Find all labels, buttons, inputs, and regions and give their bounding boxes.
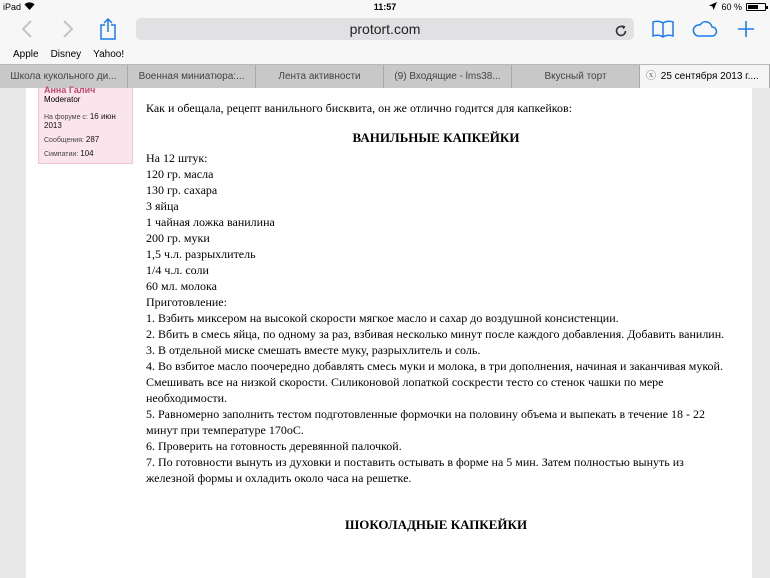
tab-doll-school[interactable]: Школа кукольного ди... bbox=[0, 65, 128, 88]
recipe-line: 1 чайная ложка ванилина bbox=[146, 215, 275, 229]
bookmark-disney[interactable]: Disney bbox=[50, 48, 82, 60]
likes-label: Симпатии: bbox=[44, 151, 79, 158]
recipe-step: 2. Вбить в смесь яйца, по одному за раз, взбивая несколько минут после каждого добавления. Добавить ванилин. bbox=[146, 327, 725, 341]
url-text: protort.com bbox=[349, 21, 421, 37]
share-icon bbox=[99, 18, 117, 40]
back-button[interactable] bbox=[14, 16, 40, 42]
recipe-line: 60 мл. молока bbox=[146, 279, 217, 293]
new-tab-button[interactable] bbox=[733, 16, 759, 42]
joined-value: 16 июн 2013 bbox=[44, 112, 116, 130]
share-button[interactable] bbox=[95, 16, 121, 42]
reload-icon bbox=[614, 24, 628, 38]
recipe-line: 3 яйца bbox=[146, 199, 179, 213]
likes-value: 104 bbox=[80, 149, 94, 158]
browser-toolbar bbox=[0, 14, 770, 44]
recipe-step: 4. Во взбитое масло поочередно добавлять смесь муки и молока, в три дополнения, начиная и заканчивая мукой. Смешивать все на низкой скорости. Силиконовой лопаткой соскрести тесто со стенок чашки по мере необходимости. bbox=[146, 359, 723, 405]
recipe-line: 120 гр. масла bbox=[146, 167, 214, 181]
recipe-step: 7. По готовности вынуть из духовки и поставить остывать в форме на 5 мин. Затем полностью вынуть из железной формы и охладить около часа на решетке. bbox=[146, 455, 684, 485]
address-bar[interactable] bbox=[136, 18, 634, 40]
reload-button[interactable] bbox=[614, 22, 628, 36]
forward-button[interactable] bbox=[55, 16, 81, 42]
tab-current[interactable] bbox=[640, 65, 770, 88]
joined-row bbox=[44, 112, 127, 130]
battery-percent: 60 % bbox=[721, 2, 742, 12]
icloud-tabs-button[interactable] bbox=[692, 16, 718, 42]
clock: 11:57 bbox=[373, 2, 397, 12]
plus-icon bbox=[737, 20, 755, 38]
recipe-heading: ВАНИЛЬНЫЕ КАПКЕЙКИ bbox=[352, 130, 520, 145]
recipe-line: 130 гр. сахара bbox=[146, 183, 218, 197]
joined-label: На форуме с: bbox=[44, 114, 88, 121]
likes-row bbox=[44, 149, 127, 158]
posts-row bbox=[44, 135, 127, 144]
tab-tasty-cake[interactable]: Вкусный торт bbox=[512, 65, 640, 88]
chevron-left-icon bbox=[21, 19, 33, 39]
recipe-line: 1,5 ч.л. разрыхлитель bbox=[146, 247, 256, 261]
recipe-heading-2: ШОКОЛАДНЫЕ КАПКЕЙКИ bbox=[344, 517, 528, 532]
tab-military-miniature[interactable]: Военная миниатюра:... bbox=[128, 65, 256, 88]
bookmark-apple[interactable]: Apple bbox=[13, 48, 39, 60]
bookmarks-bar bbox=[0, 44, 770, 64]
bookmarks-button[interactable] bbox=[650, 16, 676, 42]
user-card bbox=[38, 85, 133, 164]
recipe-line: 200 гр. муки bbox=[146, 231, 210, 245]
recipe-lines bbox=[146, 150, 726, 486]
device-name: iPad bbox=[3, 2, 22, 12]
book-icon bbox=[652, 20, 674, 38]
post-intro: Как и обещала, рецепт ванильного бисквита, он же отлично годится для капкейков: bbox=[146, 101, 573, 115]
user-name[interactable]: Анна Галич bbox=[44, 85, 96, 95]
posts-label: Сообщения: bbox=[44, 137, 84, 144]
cloud-icon bbox=[692, 20, 718, 38]
battery-icon bbox=[746, 3, 766, 11]
chevron-right-icon bbox=[62, 19, 74, 39]
recipe-step: 3. В отдельной миске смешать вместе муку, разрыхлитель и соль. bbox=[146, 343, 481, 357]
tab-inbox[interactable]: (9) Входящие - lms38... bbox=[384, 65, 512, 88]
close-tab-icon[interactable]: ⓧ bbox=[646, 71, 656, 82]
tab-current-label: 25 сентября 2013 г.... bbox=[660, 71, 759, 82]
bookmark-yahoo[interactable]: Yahoo! bbox=[93, 48, 125, 60]
tab-activity-feed[interactable]: Лента активности bbox=[256, 65, 384, 88]
recipe-step: 5. Равномерно заполнить тестом подготовленные формочки на половину объема и выпекать в течение 18 - 22 минут при температуре 170oC. bbox=[146, 407, 705, 437]
status-bar bbox=[0, 0, 770, 14]
recipe-line: На 12 штук: bbox=[146, 151, 208, 165]
user-role: Moderator bbox=[44, 95, 81, 104]
recipe-step: 6. Проверить на готовность деревянной палочкой. bbox=[146, 439, 402, 453]
recipe-line: 1/4 ч.л. соли bbox=[146, 263, 209, 277]
location-arrow-icon bbox=[709, 2, 717, 12]
recipe-line: Приготовление: bbox=[146, 295, 227, 309]
posts-value: 287 bbox=[85, 135, 100, 144]
recipe-step: 1. Взбить миксером на высокой скорости мягкое масло и сахар до воздушной консистенции. bbox=[146, 311, 619, 325]
post-body bbox=[146, 100, 726, 537]
